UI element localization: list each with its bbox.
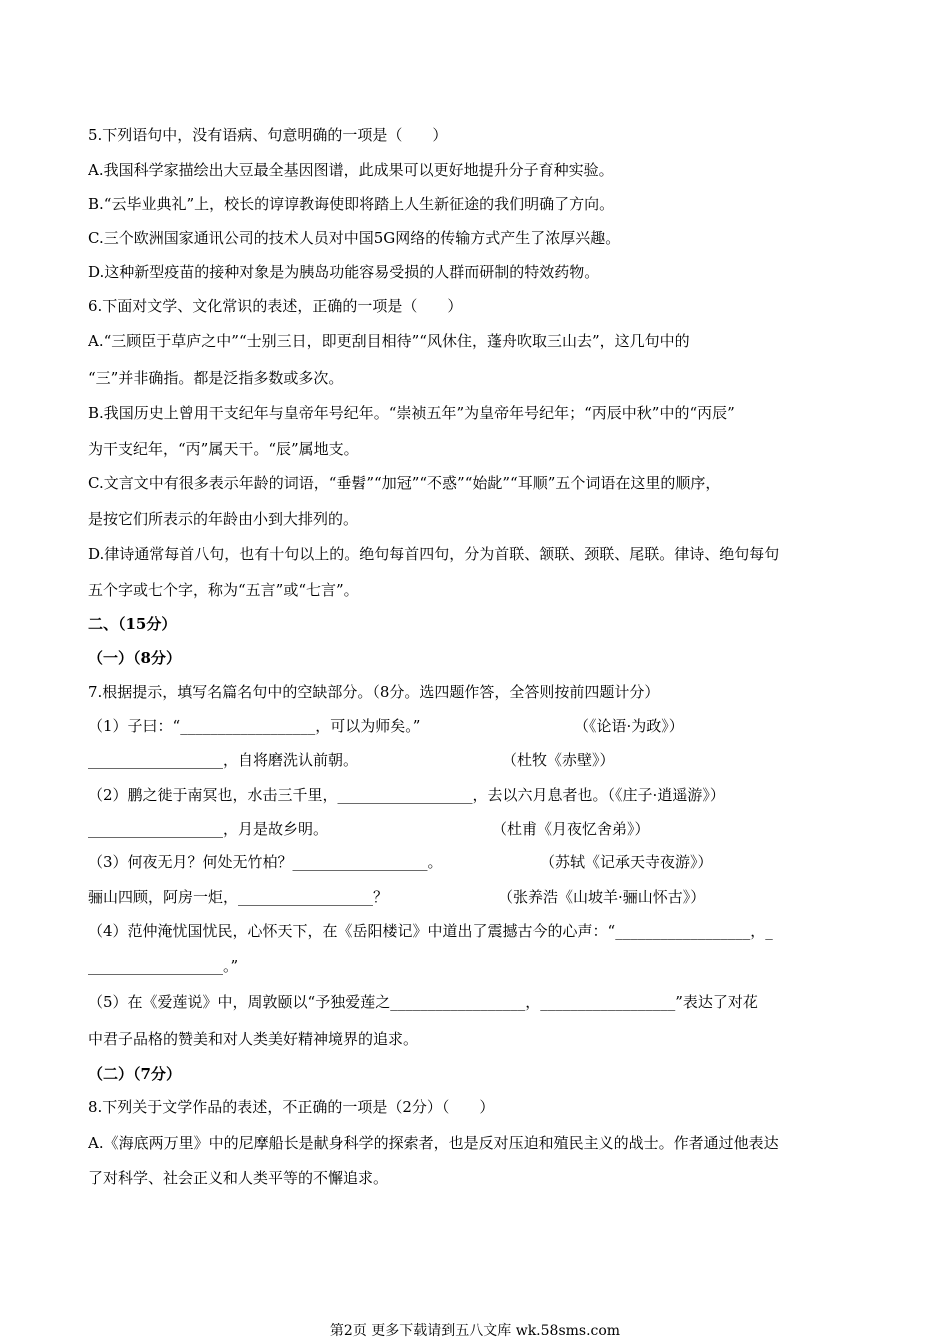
question-6-stem: 6.下面对文学、文化常识的表述，正确的一项是（ ） [88, 297, 463, 315]
question-5-stem: 5.下列语句中，没有语病、句意明确的一项是（ ） [88, 126, 448, 144]
question-7-item-2b-source: （杜甫《月夜忆舍弟》） [492, 820, 650, 838]
question-6-option-a-line-2: “三”并非确指。都是泛指多数或多次。 [88, 369, 344, 387]
question-5-option-b: B.“云毕业典礼”上，校长的谆谆教诲使即将踏上人生新征途的我们明确了方向。 [88, 195, 615, 213]
question-5-option-c: C.三个欧洲国家通讯公司的技术人员对中国5G网络的传输方式产生了浓厚兴趣。 [88, 229, 621, 247]
question-8-option-a-line-2: 了对科学、社会正义和人类平等的不懈追求。 [88, 1169, 389, 1187]
question-7-item-1b: __________________，自将磨洗认前朝。 [88, 751, 359, 769]
question-7-item-1a-source: （《论语·为政》） [574, 717, 684, 735]
question-6-option-b-line-1: B.我国历史上曾用干支纪年与皇帝年号纪年。“崇祯五年”为皇帝年号纪年；“丙辰中秋”中的“丙辰” [88, 404, 735, 422]
part-1-heading: （一）（8分） [88, 649, 181, 667]
question-7-item-3b: 骊山四顾，阿房一炬，__________________？ [88, 888, 389, 906]
question-7-item-5b: 中君子品格的赞美和对人类美好精神境界的追求。 [88, 1030, 419, 1048]
question-6-option-a-line-1: A.“三顾臣于草庐之中”“士别三日，即更刮目相待”“风休住，蓬舟吹取三山去”，这几句中的 [88, 332, 690, 350]
question-7-item-3b-source: （张养浩《山坡羊·骊山怀古》） [498, 888, 706, 906]
question-8-option-a-line-1: A.《海底两万里》中的尼摩船长是献身科学的探索者，也是反对压迫和殖民主义的战士。作者通过他表达 [88, 1134, 779, 1152]
question-7-item-2b: __________________，月是故乡明。 [88, 820, 329, 838]
part-2-heading: （二）（7分） [88, 1065, 181, 1083]
question-6-option-c-line-1: C.文言文中有很多表示年龄的词语，“垂髫”“加冠”“不惑”“始龀”“耳顺”五个词语在这里的顺序， [88, 474, 721, 492]
question-7-stem: 7.根据提示，填写名篇名句中的空缺部分。（8分。选四题作答，全答则按前四题计分） [88, 683, 660, 701]
question-5-option-d: D.这种新型疫苗的接种对象是为胰岛功能容易受损的人群而研制的特效药物。 [88, 263, 600, 281]
question-6-option-d-line-2: 五个字或七个字，称为“五言”或“七言”。 [88, 581, 359, 599]
question-8-stem: 8.下列关于文学作品的表述，不正确的一项是（2分）（ ） [88, 1098, 495, 1116]
question-7-item-4a: （4）范仲淹忧国忧民，心怀天下，在《岳阳楼记》中道出了震撼古今的心声：“__________________，_ [88, 922, 773, 940]
question-7-item-2a: （2）鹏之徙于南冥也，水击三千里，__________________，去以六月息者也。（《庄子·逍遥游》） [88, 786, 725, 804]
question-7-item-5a: （5）在《爱莲说》中，周敦颐以“予独爱莲之__________________，__________________”表达了对花 [88, 993, 758, 1011]
section-2-heading: 二、（15分） [88, 615, 177, 633]
question-7-item-3a: （3）何夜无月？何处无竹柏？__________________。 [88, 853, 443, 871]
question-6-option-c-line-2: 是按它们所表示的年龄由小到大排列的。 [88, 510, 359, 528]
question-7-item-1a: （1）子曰：“__________________，可以为师矣。” [88, 717, 421, 735]
question-7-item-4b: __________________。” [88, 957, 239, 975]
question-6-option-b-line-2: 为干支纪年，“丙”属天干。“辰”属地支。 [88, 440, 359, 458]
question-6-option-d-line-1: D.律诗通常每首八句，也有十句以上的。绝句每首四句，分为首联、颔联、颈联、尾联。律诗、绝句每句 [88, 545, 780, 563]
question-7-item-1b-source: （杜牧《赤壁》） [502, 751, 615, 769]
question-5-option-a: A.我国科学家描绘出大豆最全基因图谱，此成果可以更好地提升分子育种实验。 [88, 161, 614, 179]
page-footer: 第2页 更多下载请到五八文库 wk.58sms.com [329, 1323, 621, 1339]
question-7-item-3a-source: （苏轼《记承天寺夜游》） [540, 853, 713, 871]
